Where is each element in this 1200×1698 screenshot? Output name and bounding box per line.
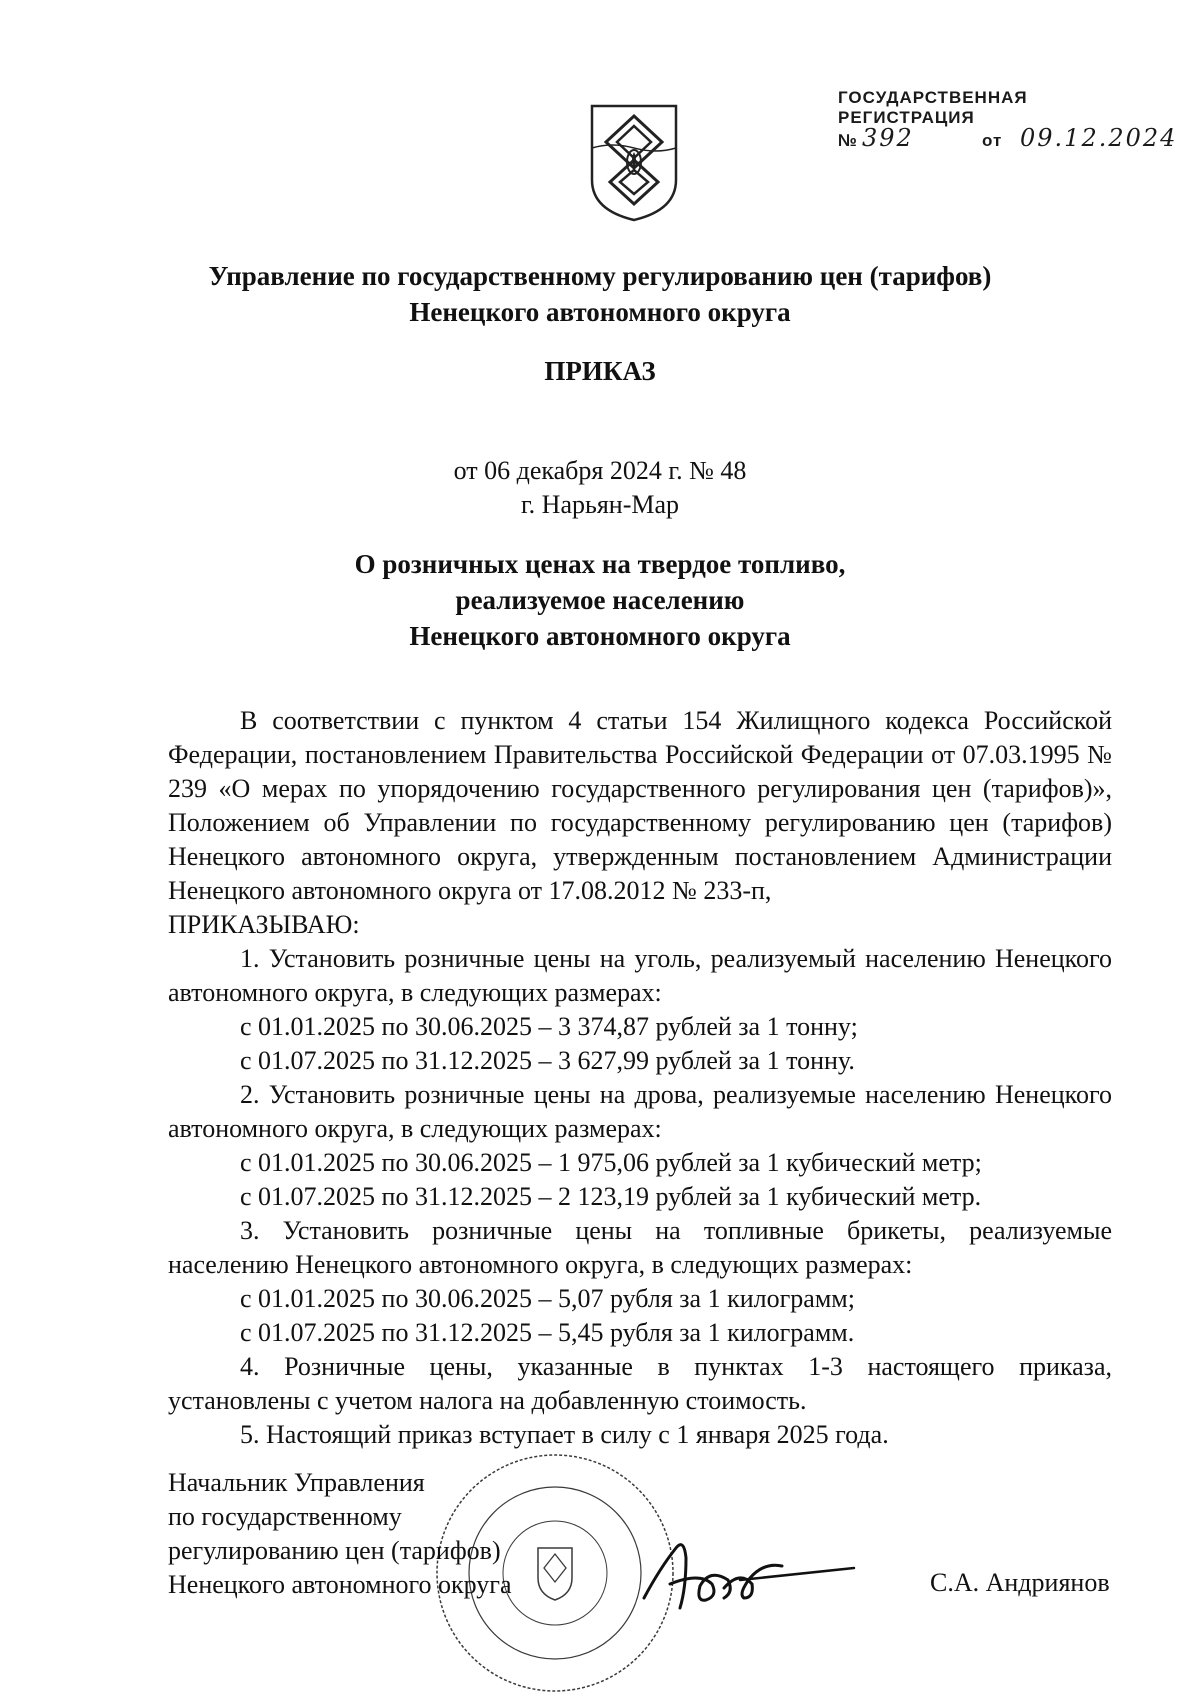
item-3-period-a: с 01.01.2025 по 30.06.2025 – 5,07 рубля за 1 килограмм; [240, 1284, 855, 1313]
item-5: 5. Настоящий приказ вступает в силу с 1 января 2025 года. [240, 1420, 889, 1449]
agency-title-line2: Ненецкого автономного округа [409, 297, 791, 327]
signatory-position-line3: регулированию цен (тарифов) [168, 1536, 501, 1565]
item-4: 4. Розничные цены, указанные в пунктах 1-3 настоящего приказа, установлены с учетом налога на добавленную стоимость. [168, 1352, 1112, 1415]
signatory-position-line2: по государственному [168, 1502, 402, 1531]
item-3: 3. Установить розничные цены на топливные брикеты, реализуемые населению Ненецкого автономного округа, в следующих размерах: [168, 1216, 1112, 1279]
registration-stamp [838, 88, 1178, 151]
item-3-period-b: с 01.07.2025 по 31.12.2025 – 5,45 рубля за 1 килограмм. [240, 1318, 855, 1347]
order-subject-line2: реализуемое населению [455, 585, 745, 615]
item-1: 1. Установить розничные цены на уголь, реализуемый населению Ненецкого автономного округа, в следующих размерах: [168, 944, 1112, 1007]
item-2: 2. Установить розничные цены на дрова, реализуемые населению Ненецкого автономного округа, в следующих размерах: [168, 1080, 1112, 1143]
agency-title [150, 258, 1050, 330]
document-type: ПРИКАЗ [544, 356, 656, 386]
coat-of-arms-emblem [588, 102, 680, 224]
preamble-paragraph: В соответствии с пунктом 4 статьи 154 Жилищного кодекса Российской Федерации, постановлением Правительства Российской Федерации от 07.03.1995 № 239 «О мерах по упорядочению государственного регулирования цен (тарифов)», Положением об Управлении по государственному регулированию цен (тарифов) Ненецкого автономного округа, утвержденным постановлением Администрации Ненецкого автономного округа от 17.08.2012 № 233-п, [168, 706, 1112, 905]
order-date-number: от 06 декабря 2024 г. № 48 [453, 456, 747, 485]
registration-from-label: от [982, 131, 1003, 150]
handwritten-signature [640, 1528, 860, 1618]
registration-number: 392 [862, 124, 914, 152]
item-1-period-a: с 01.01.2025 по 30.06.2025 – 3 374,87 рублей за 1 тонну; [240, 1012, 858, 1041]
order-subject [150, 546, 1050, 654]
order-city: г. Нарьян-Мар [520, 490, 680, 519]
registration-line2: РЕГИСТРАЦИЯ [838, 108, 975, 127]
signatory-position-line1: Начальник Управления [168, 1468, 425, 1497]
order-subject-line3: Ненецкого автономного округа [409, 621, 791, 651]
order-body [168, 704, 1112, 1452]
signatory-name: С.А. Андриянов [930, 1568, 1110, 1597]
item-2-period-b: с 01.07.2025 по 31.12.2025 – 2 123,19 рублей за 1 кубический метр. [240, 1182, 982, 1211]
registration-date: 09.12.2024 [1020, 124, 1178, 152]
signatory-position-line4: Ненецкого автономного округа [168, 1570, 512, 1599]
registration-line1: ГОСУДАРСТВЕННАЯ [838, 88, 1028, 107]
item-2-period-a: с 01.01.2025 по 30.06.2025 – 1 975,06 рублей за 1 кубический метр; [240, 1148, 982, 1177]
order-word: ПРИКАЗЫВАЮ: [168, 910, 360, 939]
signatory-position [168, 1466, 512, 1602]
registration-number-sign: № [838, 131, 858, 150]
agency-title-line1: Управление по государственному регулированию цен (тарифов) [208, 261, 992, 291]
order-subject-line1: О розничных ценах на твердое топливо, [354, 549, 846, 579]
item-1-period-b: с 01.07.2025 по 31.12.2025 – 3 627,99 рублей за 1 тонну. [240, 1046, 855, 1075]
order-meta [150, 454, 1050, 522]
